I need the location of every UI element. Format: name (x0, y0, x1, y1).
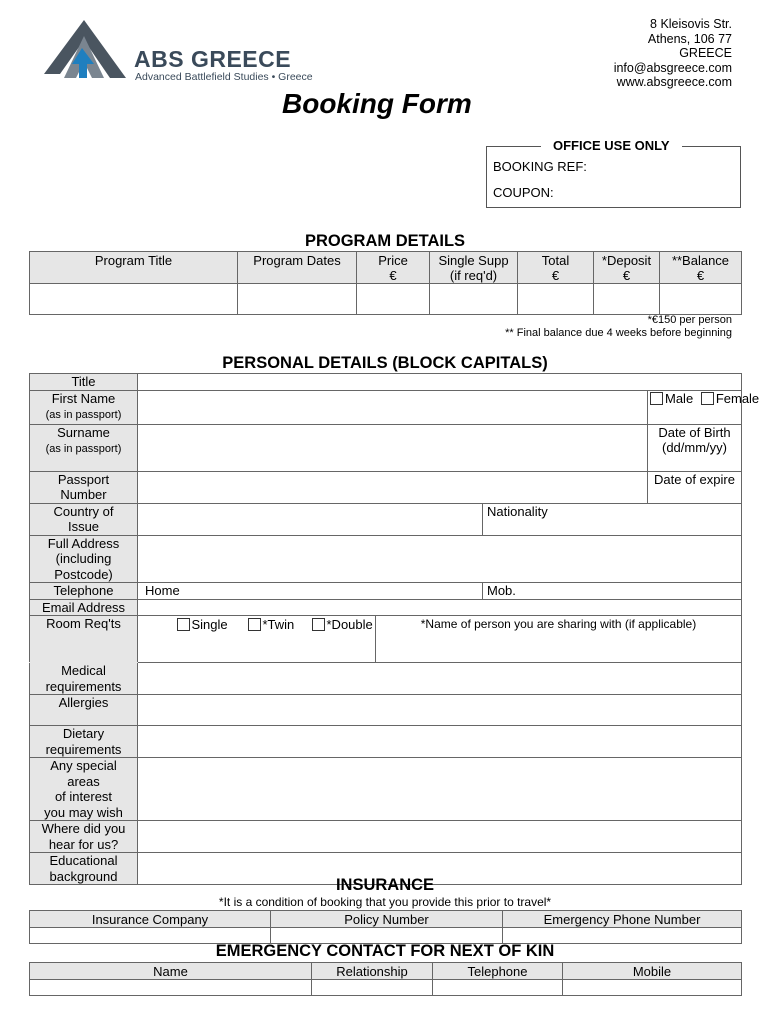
expire-cell[interactable]: Date of expire (648, 471, 742, 503)
first-name-label: First Name (as in passport) (30, 390, 138, 424)
dietary-row (30, 726, 742, 758)
single-option: Single (177, 616, 248, 663)
contact-telephone-field[interactable] (433, 980, 563, 996)
emergency-phone-header: Emergency Phone Number (503, 911, 742, 928)
office-use-box (486, 138, 741, 208)
telephone-label: Telephone (30, 583, 138, 600)
name-header: Name (30, 963, 312, 980)
education-label: Educational background (30, 853, 138, 885)
insurance-header-row (30, 911, 742, 928)
title-label: Title (30, 374, 138, 391)
medical-row (30, 663, 742, 695)
first-name-field[interactable] (138, 390, 648, 424)
address-city: Athens, 106 77 (647, 31, 732, 46)
surname-label: Surname (as in passport) (30, 424, 138, 471)
deposit-field[interactable] (594, 284, 660, 315)
company-logo (42, 18, 332, 84)
passport-field[interactable] (138, 471, 648, 503)
logo-tagline: Advanced Battlefield Studies • Greece (135, 71, 313, 83)
country-row (30, 503, 742, 535)
logo-name: ABS GREECE (134, 46, 292, 72)
gender-cell (648, 390, 760, 424)
email-field[interactable] (138, 599, 742, 616)
interest-label: Any special areas of interest you may wish (30, 758, 138, 821)
single-supp-header: Single Supp (if req'd) (430, 252, 518, 284)
emergency-contact-title: EMERGENCY CONTACT FOR NEXT OF KIN (215, 942, 555, 960)
emergency-header-row (30, 963, 742, 980)
room-row (30, 616, 742, 663)
emergency-input-row (30, 980, 742, 996)
contact-relationship-field[interactable] (312, 980, 433, 996)
program-title-field[interactable] (30, 284, 238, 315)
dietary-field[interactable] (138, 726, 742, 758)
male-checkbox[interactable] (650, 392, 663, 405)
address-country: GREECE (679, 46, 732, 60)
mobile-phone-field[interactable]: Mob. (483, 583, 742, 600)
address-email[interactable]: info@absgreece.com (613, 60, 732, 75)
room-label: Room Req'ts (30, 616, 138, 663)
sharing-with-field[interactable]: *Name of person you are sharing with (if applicable) (376, 616, 742, 663)
program-details-title: PROGRAM DETAILS (304, 232, 466, 250)
nationality-cell[interactable]: Nationality (483, 503, 742, 535)
full-address-field[interactable] (138, 535, 742, 583)
company-address (614, 17, 732, 90)
program-header-row (30, 252, 742, 284)
surname-row (30, 424, 742, 471)
balance-header: **Balance € (660, 252, 742, 284)
mobile-header: Mobile (563, 963, 742, 980)
dietary-label: Dietary requirements (30, 726, 138, 758)
twin-option: *Twin (248, 616, 312, 663)
form-title: Booking Form (282, 88, 472, 119)
program-dates-field[interactable] (238, 284, 357, 315)
single-supp-field[interactable] (430, 284, 518, 315)
twin-checkbox[interactable] (248, 618, 261, 631)
address-street: 8 Kleisovis Str. (650, 17, 732, 31)
interest-row (30, 758, 742, 821)
price-field[interactable] (357, 284, 430, 315)
double-option: *Double (312, 616, 376, 663)
hear-row (30, 821, 742, 853)
program-table (29, 251, 742, 315)
program-dates-header: Program Dates (238, 252, 357, 284)
country-label: Country of Issue (30, 503, 138, 535)
program-input-row (30, 284, 742, 315)
title-field[interactable] (138, 374, 742, 391)
single-checkbox[interactable] (177, 618, 190, 631)
booking-ref-label: BOOKING REF: (493, 159, 587, 174)
program-title-header: Program Title (30, 252, 238, 284)
address-row (30, 535, 742, 583)
total-header: Total € (518, 252, 594, 284)
interest-field[interactable] (138, 758, 742, 821)
medical-label: Medical requirements (30, 663, 138, 695)
first-name-row (30, 390, 742, 424)
passport-row (30, 471, 742, 503)
home-phone-field[interactable]: Home (138, 583, 483, 600)
female-checkbox[interactable] (701, 392, 714, 405)
emergency-table (29, 962, 742, 996)
country-field[interactable] (138, 503, 483, 535)
title-row (30, 374, 742, 391)
insurance-subtitle: *It is a condition of booking that you provide this prior to travel* (218, 895, 552, 909)
email-label: Email Address (30, 599, 138, 616)
price-header: Price € (357, 252, 430, 284)
allergies-label: Allergies (30, 695, 138, 726)
telephone-header: Telephone (433, 963, 563, 980)
address-website[interactable]: www.absgreece.com (616, 75, 732, 89)
personal-details-title: PERSONAL DETAILS (BLOCK CAPITALS) (222, 354, 548, 372)
email-row (30, 599, 742, 616)
logo-mark-icon (42, 18, 132, 84)
deposit-note: *€150 per person (647, 314, 732, 326)
total-field[interactable] (518, 284, 594, 315)
insurance-company-header: Insurance Company (30, 911, 271, 928)
policy-number-header: Policy Number (271, 911, 503, 928)
dob-cell[interactable]: Date of Birth (dd/mm/yy) (648, 424, 742, 471)
surname-field[interactable] (138, 424, 648, 471)
personal-table (29, 373, 760, 885)
relationship-header: Relationship (312, 963, 433, 980)
telephone-row (30, 583, 742, 600)
insurance-table (29, 910, 742, 944)
balance-field[interactable] (660, 284, 742, 315)
insurance-title: INSURANCE (335, 876, 435, 894)
coupon-label: COUPON: (493, 185, 554, 200)
allergies-row (30, 695, 742, 726)
full-address-label: Full Address (including Postcode) (30, 535, 138, 583)
office-use-title: OFFICE USE ONLY (541, 138, 682, 153)
allergies-field[interactable] (138, 695, 742, 726)
contact-name-field[interactable] (30, 980, 312, 996)
double-checkbox[interactable] (312, 618, 325, 631)
balance-note: ** Final balance due 4 weeks before beginning (505, 327, 732, 339)
hear-field[interactable] (138, 821, 742, 853)
contact-mobile-field[interactable] (563, 980, 742, 996)
deposit-header: *Deposit € (594, 252, 660, 284)
male-label: Male (665, 390, 694, 406)
medical-field[interactable] (138, 663, 742, 695)
female-label: Female (715, 390, 760, 406)
hear-label: Where did you hear for us? (30, 821, 138, 853)
passport-label: Passport Number (30, 471, 138, 503)
